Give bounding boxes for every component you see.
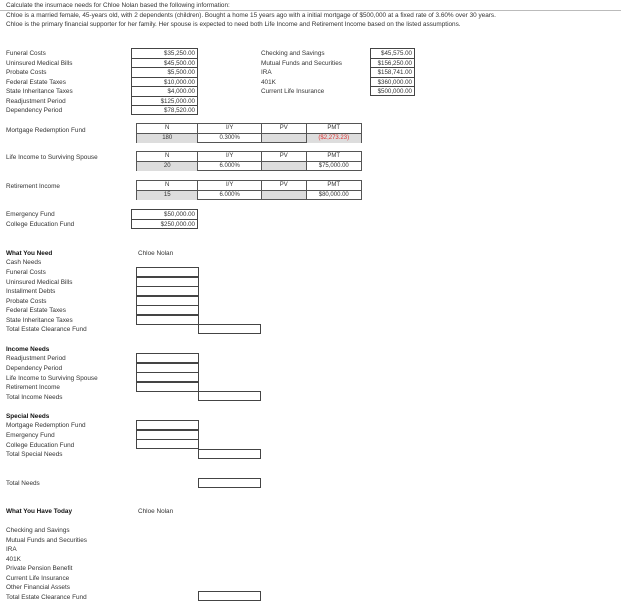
fund-value[interactable]: $50,000.00 [132, 210, 197, 220]
assumption-label: Federal Estate Taxes [6, 78, 66, 86]
need-label: State Inheritance Taxes [6, 316, 73, 324]
need-label: Retirement Income [6, 384, 60, 391]
need-total-label: Total Estate Clearance Fund [6, 326, 87, 333]
tvm-pmt-value[interactable]: ($2,273.23) [307, 133, 362, 143]
total-needs-label: Total Needs [6, 480, 40, 487]
fund-values-box [131, 209, 198, 229]
special-total-input[interactable] [198, 449, 261, 459]
have-title: What You Have Today [6, 508, 73, 515]
asset-label: Checking and Savings [261, 50, 325, 57]
have-label: Checking and Savings [6, 527, 70, 534]
need-label: Probate Costs [6, 297, 47, 305]
income-input[interactable] [136, 353, 199, 363]
assumption-label: Funeral Costs [6, 50, 46, 57]
cash-input[interactable] [136, 277, 199, 287]
assumption-label: Probate Costs [6, 69, 47, 76]
tvm-n-value[interactable]: 15 [137, 190, 197, 200]
tvm-header-iy: I/Y [226, 125, 234, 131]
assumption-label: State Inheritance Taxes [6, 88, 73, 95]
cash-input[interactable] [136, 315, 199, 325]
asset-label: Current Life Insurance [261, 88, 325, 95]
have-label: Mutual Funds and Securities [6, 536, 87, 544]
tvm-pv-value[interactable] [262, 133, 306, 142]
cash-input[interactable] [136, 267, 199, 277]
need-label: Life Income to Surviving Spouse [6, 374, 98, 382]
tvm-pmt-value[interactable]: $75,000.00 [307, 161, 362, 171]
income-input[interactable] [136, 372, 199, 382]
tvm-header-pv: PV [279, 153, 288, 159]
have-total-input[interactable] [198, 591, 261, 601]
tvm-header-pv: PV [279, 182, 288, 188]
need-label: Dependency Period [6, 365, 63, 372]
assumption-value[interactable]: $78,520.00 [164, 107, 195, 114]
cash-needs-heading: Cash Needs [6, 259, 42, 266]
need-total-label: Total Special Needs [6, 451, 63, 458]
tvm-n-value[interactable]: 20 [137, 161, 197, 171]
fund-label: Emergency Fund [6, 211, 55, 218]
have-label: Private Pension Benefit [6, 565, 73, 572]
assumption-value[interactable]: $4,000.00 [132, 87, 197, 97]
tvm-header-n: N [165, 125, 170, 131]
instruction-line-1: Calculate the insurnace needs for Chloe Nolan based the following information: [6, 2, 230, 9]
asset-label: Mutual Funds and Securities [261, 59, 342, 67]
tvm-header-iy: I/Y [226, 153, 234, 159]
special-input[interactable] [136, 420, 199, 430]
have-label: Current Life Insurance [6, 574, 70, 582]
cash-input[interactable] [136, 286, 199, 296]
tvm-pv-value[interactable] [262, 161, 306, 170]
total-needs-input[interactable] [198, 478, 261, 488]
fund-label: College Education Fund [6, 221, 75, 228]
tvm-header-pmt: PMT [327, 125, 341, 131]
cash-input[interactable] [136, 296, 199, 306]
tvm-label-retirement: Retirement Income [6, 183, 60, 190]
assumption-label: Dependency Period [6, 107, 63, 114]
asset-value[interactable]: $360,000.00 [371, 78, 414, 88]
fund-value[interactable]: $250,000.00 [160, 220, 195, 228]
tvm-header-n: N [165, 153, 170, 159]
need-label: Federal Estate Taxes [6, 307, 66, 314]
assumption-value[interactable]: $125,000.00 [132, 97, 197, 107]
tvm-calculator-mortgage [136, 123, 362, 143]
asset-value[interactable]: $158,741.00 [371, 68, 414, 78]
tvm-pmt-value[interactable]: $80,000.00 [307, 190, 362, 200]
have-total-label: Total Estate Clearance Fund [6, 593, 87, 601]
have-label: IRA [6, 546, 17, 553]
tvm-iy-value[interactable]: 6.000% [198, 161, 260, 171]
assumption-value[interactable]: $10,000.00 [132, 78, 197, 88]
need-label: College Education Fund [6, 441, 75, 449]
need-label: Emergency Fund [6, 432, 55, 439]
asset-value[interactable]: $156,250.00 [371, 59, 414, 69]
cash-total-input[interactable] [198, 324, 261, 334]
need-label: Funeral Costs [6, 269, 46, 276]
tvm-n-value[interactable]: 180 [137, 133, 197, 143]
income-input[interactable] [136, 382, 199, 392]
special-input[interactable] [136, 430, 199, 440]
need-label: Installment Debts [6, 288, 56, 295]
tvm-header-pmt: PMT [327, 153, 341, 159]
income-needs-heading: Income Needs [6, 346, 50, 353]
asset-label: IRA [261, 69, 272, 76]
assumption-value[interactable]: $45,500.00 [132, 59, 197, 69]
cash-input[interactable] [136, 305, 199, 315]
need-label: Readjustment Period [6, 355, 66, 362]
special-input[interactable] [136, 439, 199, 449]
income-input[interactable] [136, 363, 199, 373]
assumption-values-box [131, 48, 198, 115]
need-label: Uninsured Medical Bills [6, 278, 73, 286]
tvm-iy-value[interactable]: 0.300% [198, 133, 260, 143]
assumption-label: Readjustment Period [6, 97, 66, 105]
asset-label: 401K [261, 78, 276, 86]
assumption-value[interactable]: $5,500.00 [132, 68, 197, 78]
assumption-value[interactable]: $35,250.00 [132, 49, 197, 59]
tvm-label-life-income: Life Income to Surviving Spouse [6, 154, 98, 161]
tvm-iy-value[interactable]: 6.000% [198, 190, 260, 200]
have-label: 401K [6, 555, 21, 563]
special-needs-heading: Special Needs [6, 413, 50, 420]
have-client-name: Chloe Nolan [138, 508, 174, 515]
asset-values-box [370, 48, 415, 96]
tvm-calculator-retirement [136, 180, 362, 200]
instruction-line-2: Chloe is a married female, 45-years old, with 2 dependents (children). Bought a home 15 years ago with a initial mortgage of $500,000 at a fixed rate of 3.60% over 30 years. [6, 12, 496, 19]
needs-title: What You Need [6, 250, 53, 257]
needs-client-name: Chloe Nolan [138, 250, 174, 257]
tvm-pv-value[interactable] [262, 190, 306, 199]
have-label: Other Financial Assets [6, 584, 70, 591]
tvm-header-pmt: PMT [327, 182, 341, 188]
need-total-label: Total Income Needs [6, 393, 63, 401]
tvm-calculator-life-income [136, 151, 362, 171]
tvm-label-mortgage: Mortgage Redemption Fund [6, 127, 86, 134]
need-label: Mortgage Redemption Fund [6, 422, 86, 429]
income-total-input[interactable] [198, 391, 261, 401]
tvm-header-iy: I/Y [226, 182, 234, 188]
asset-value[interactable]: $500,000.00 [377, 88, 412, 95]
tvm-header-n: N [165, 182, 170, 188]
tvm-header-pv: PV [279, 125, 288, 131]
instruction-line-3: Chloe is the primary financial supporter for her family. Her spouse is expected to need both Life Income and Retirement Income based on the listed assumptions. [6, 21, 461, 28]
asset-value[interactable]: $45,575.00 [371, 49, 414, 59]
assumption-label: Uninsured Medical Bills [6, 59, 73, 67]
